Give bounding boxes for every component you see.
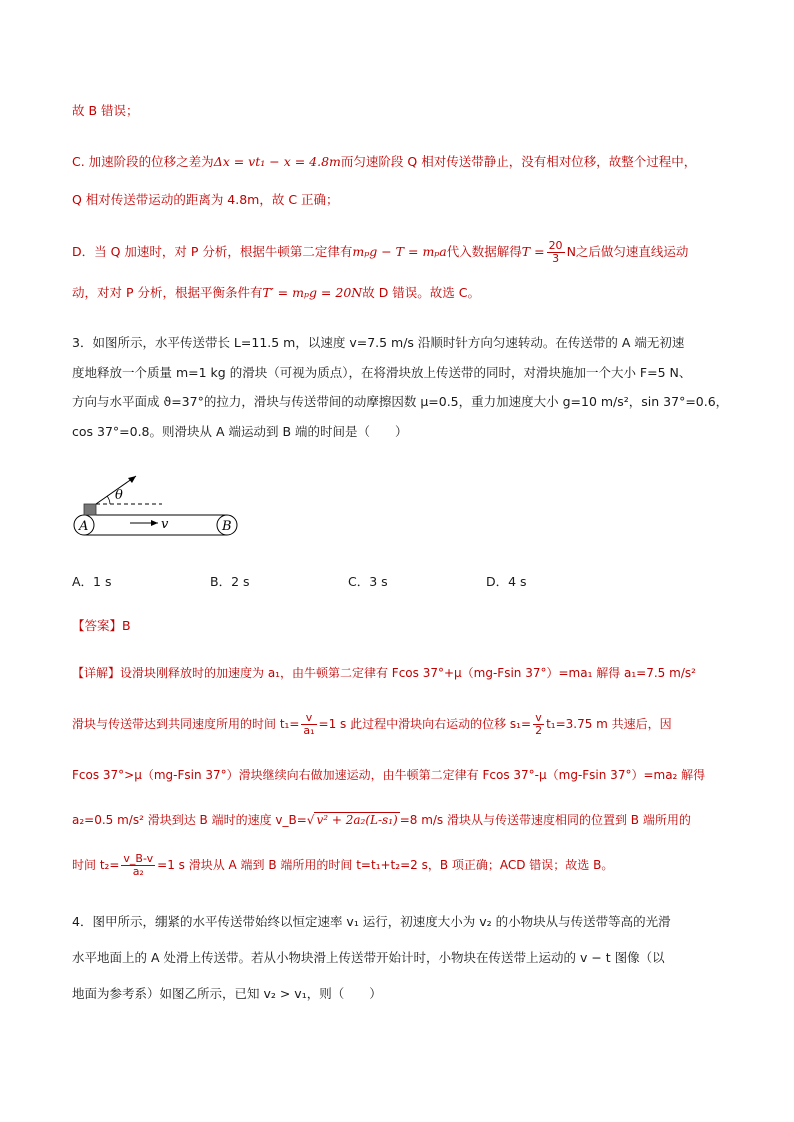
detail-l5-text2: =1 s 滑块从 A 端到 B 端所用的时间 t=t₁+t₂=2 s，B 项正确；ACD 错误；故选 B。: [157, 858, 614, 872]
b-label: B: [222, 519, 232, 534]
prev-c-formula: Δx = vt₁ − x = 4.8m: [213, 154, 341, 169]
detail-l2-text2: =1 s 此过程中滑块向右运动的位移 s₁=: [318, 717, 532, 731]
prev-d-formula2-lhs: T =: [521, 244, 545, 259]
force-arrowhead: [128, 476, 136, 483]
q4-line3: 地面为参考系）如图乙所示，已知 v₂ > v₁，则（ ）: [72, 986, 382, 1001]
detail-line2: [72, 712, 672, 737]
detail-line5: [72, 853, 613, 878]
choice-d: D．4 s: [486, 574, 527, 589]
prev-d-text3: 之后做匀速直线运动: [575, 244, 689, 259]
velocity-arrowhead: [151, 520, 158, 526]
detail-l2-frac1: [301, 712, 316, 737]
q3-line4: cos 37°=0.8。则滑块从 A 端运动到 B 端的时间是（ ）: [72, 424, 408, 439]
detail-line1: 【详解】设滑块刚释放时的加速度为 a₁，由牛顿第二定律有 Fcos 37°+μ（mg-Fsin 37°）=ma₁ 解得 a₁=7.5 m/s²: [72, 666, 696, 680]
q3-line1: 3．如图所示，水平传送带长 L=11.5 m，以速度 v=7.5 m/s 沿顺时针方向匀速转动。在传送带的 A 端无初速: [72, 335, 685, 350]
detail-l5-frac-den: a₂: [132, 865, 144, 878]
detail-l4-text1: a₂=0.5 m/s² 滑块到达 B 端时的速度 v_B=: [72, 813, 307, 827]
prev-d-line1: [72, 240, 688, 265]
choice-c: C．3 s: [348, 574, 388, 589]
q4-line2: 水平地面上的 A 处滑上传送带。若从小物块滑上传送带开始计时，小物块在传送带上运动的 v − t 图像（以: [72, 950, 665, 965]
prev-d-line2: [72, 284, 480, 302]
prev-d2-text2: 故 D 错误。故选 C。: [362, 285, 480, 300]
detail-line3: Fcos 37°>μ（mg-Fsin 37°）滑块继续向右做加速运动，由牛顿第二定律有 Fcos 37°-μ（mg-Fsin 37°）=ma₂ 解得: [72, 768, 706, 782]
detail-l2-frac2: [533, 712, 544, 737]
prev-d-text1: D．当 Q 加速时，对 P 分析，根据牛顿第二定律有: [72, 244, 353, 259]
conveyor-figure: [70, 470, 250, 542]
detail-l2-text3: t₁=3.75 m 共速后，因: [546, 717, 672, 731]
detail-line4: [72, 811, 691, 829]
a-label: A: [79, 519, 89, 534]
detail-l5-frac: [121, 853, 155, 878]
q3-line2: 度地释放一个质量 m=1 kg 的滑块（可视为质点），在将滑块放上传送带的同时，对滑块施加一个大小 F=5 N、: [72, 365, 692, 380]
detail-l4-text2: =8 m/s 滑块从与传送带速度相同的位置到 B 端所用的: [399, 813, 691, 827]
prev-d2-text1: 动，对对 P 分析，根据平衡条件有: [72, 285, 263, 300]
prev-d-text2: 代入数据解得: [446, 244, 522, 259]
prev-c-text1: C. 加速阶段的位移之差为: [72, 154, 214, 169]
prev-c-line2: Q 相对传送带运动的距离为 4.8m，故 C 正确；: [72, 192, 339, 207]
theta-label: θ: [115, 488, 123, 503]
answer-line: 【答案】B: [72, 618, 131, 633]
prev-c-line1: [72, 153, 696, 171]
v-label: v: [161, 517, 169, 532]
prev-c-text2: 而匀速阶段 Q 相对传送带静止，没有相对位移，故整个过程中，: [340, 154, 697, 169]
q4-line1: 4．图甲所示，绷紧的水平传送带始终以恒定速率 v₁ 运行，初速度大小为 v₂ 的小物块从与传送带等高的光滑: [72, 914, 671, 929]
q3-line3: 方向与水平面成 ϑ=37°的拉力，滑块与传送带间的动摩擦因数 μ=0.5，重力加速度大小 g=10 m/s²，sin 37°=0.6，: [72, 394, 729, 409]
choice-b: B．2 s: [210, 574, 250, 589]
angle-arc: [107, 496, 110, 504]
detail-l5-text1: 时间 t₂=: [72, 858, 120, 872]
prev-d-unit: N: [566, 244, 576, 259]
detail-l2-frac1-den: a₁: [303, 724, 315, 737]
prev-d-frac-num: 20: [548, 239, 563, 252]
prev-d-formula1: mₚg − T = mₚa: [352, 244, 447, 259]
slider-block: [84, 504, 96, 515]
prev-d-frac-den: 3: [552, 252, 560, 265]
detail-l5-frac-num: v_B-v: [123, 852, 154, 865]
prev-b-line: 故 B 错误；: [72, 103, 139, 118]
choice-a: A．1 s: [72, 574, 112, 589]
prev-d-fraction: [547, 240, 565, 265]
detail-l4-sqrt: v² + 2a₂(L-s₁): [316, 813, 398, 827]
detail-l2-frac1-num: v: [301, 712, 316, 725]
detail-l2-text1: 滑块与传送带达到共同速度所用的时间 t₁=: [72, 717, 300, 731]
sqrt-symbol: √: [306, 813, 315, 827]
prev-d-formula3: T′ = mₚg = 20N: [262, 285, 363, 300]
detail-l2-frac2-num: v: [533, 712, 544, 725]
detail-l2-frac2-den: 2: [535, 724, 543, 737]
